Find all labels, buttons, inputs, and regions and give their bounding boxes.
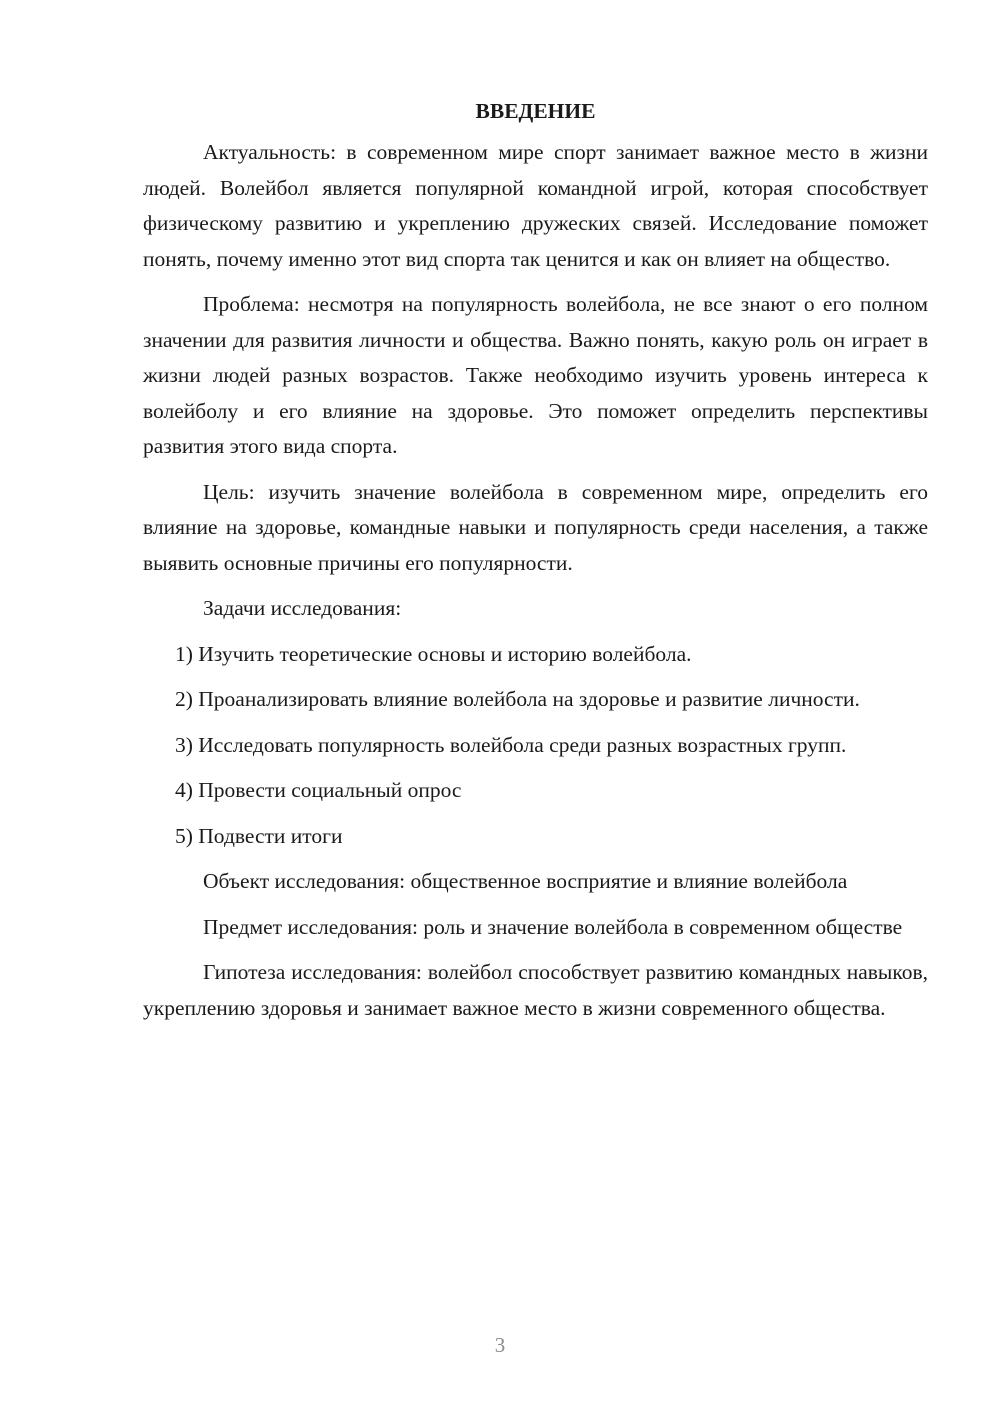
subject-paragraph: Предмет исследования: роль и значение волейбола в современном обществе bbox=[203, 914, 903, 939]
task-item: 3) Исследовать популярность волейбола среди разных возрастных групп. bbox=[175, 732, 847, 757]
tasks-heading: Задачи исследования: bbox=[203, 596, 402, 620]
relevance-paragraph: Актуальность: в современном мире спорт занимает важное место в жизни людей. Волейбол является популярной командной игрой, которая способствует физическому развитию и укреплению дружеских связей. Исследование поможет понять, почему именно этот вид спорта так ценится и как он влияет на общество. bbox=[143, 140, 928, 271]
problem-paragraph: Проблема: несмотря на популярность волейбола, не все знают о его полном значении для развития личности и общества. Важно понять, какую роль он играет в жизни людей разных возрастов. Также необходимо изучить уровень интереса к волейболу и его влияние на здоровье. Это поможет определить перспективы развития этого вида спорта. bbox=[143, 292, 928, 458]
task-item: 1) Изучить теоретические основы и историю волейбола. bbox=[175, 641, 692, 666]
section-title: ВВЕДЕНИЕ bbox=[475, 99, 596, 123]
goal-paragraph: Цель: изучить значение волейбола в современном мире, определить его влияние на здоровье, командные навыки и популярность среди населения, а также выявить основные причины его популярности. bbox=[143, 479, 928, 575]
task-item: 4) Провести социальный опрос bbox=[175, 778, 462, 802]
document-page bbox=[143, 92, 928, 1036]
task-item: 2) Проанализировать влияние волейбола на здоровье и развитие личности. bbox=[175, 687, 860, 711]
page-number: 3 bbox=[494, 1333, 506, 1357]
hypothesis-paragraph: Гипотеза исследования: волейбол способствует развитию командных навыков, укреплению здоровья и занимает важное место в жизни современного общества. bbox=[143, 960, 928, 1020]
object-paragraph: Объект исследования: общественное восприятие и влияние волейбола bbox=[203, 869, 848, 893]
task-item: 5) Подвести итоги bbox=[175, 823, 343, 848]
